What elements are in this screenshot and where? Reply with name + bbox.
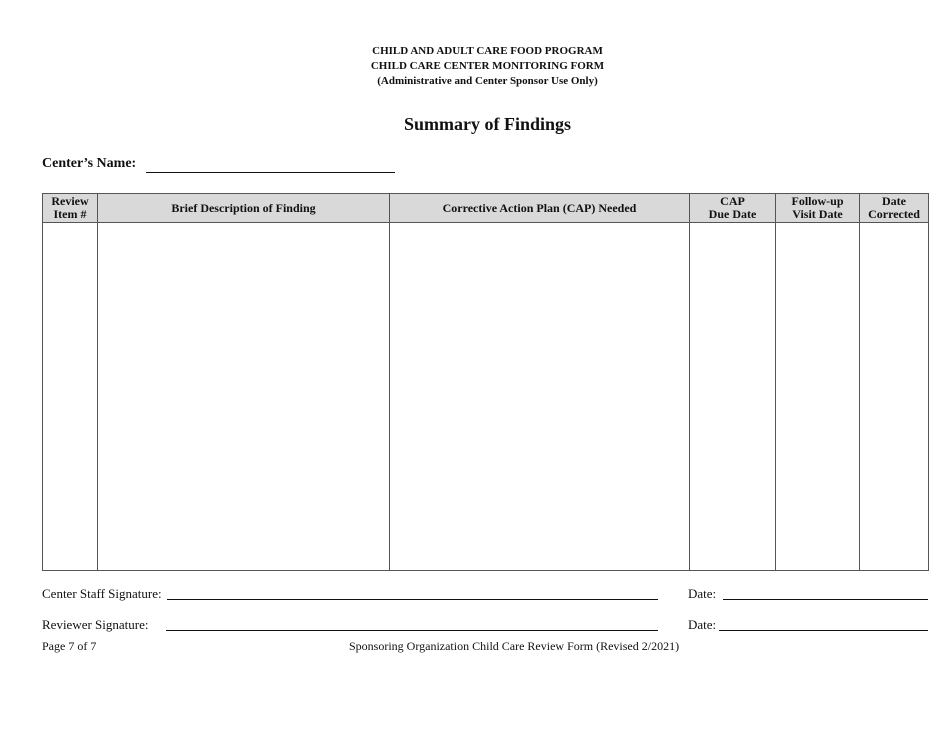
table-header-row (43, 194, 929, 223)
review-item-cell[interactable] (43, 223, 98, 571)
center-name-label: Center’s Name: (42, 156, 137, 171)
reviewer-signature-field[interactable] (166, 630, 658, 631)
column-header-cap-needed: Corrective Action Plan (CAP) Needed (390, 194, 690, 223)
reviewer-date-label: Date: (688, 617, 717, 632)
column-header-date-corrected: Date Corrected (860, 194, 929, 223)
reviewer-signature-label: Reviewer Signature: (42, 617, 149, 632)
form-name: CHILD CARE CENTER MONITORING FORM (370, 60, 605, 72)
usage-note: (Administrative and Center Sponsor Use Only) (377, 75, 598, 87)
center-staff-signature-field[interactable] (167, 599, 658, 600)
center-name-field[interactable] (146, 172, 395, 173)
center-staff-signature-label: Center Staff Signature: (42, 586, 162, 601)
date-corrected-cell[interactable] (860, 223, 929, 571)
column-header-review-item: Review Item # (43, 194, 98, 223)
footer-form-title: Sponsoring Organization Child Care Review Form (Revised 2/2021) (349, 639, 680, 653)
follow-up-date-cell[interactable] (776, 223, 860, 571)
reviewer-date-field[interactable] (719, 630, 928, 631)
column-header-cap-due-date: CAP Due Date (690, 194, 776, 223)
center-staff-date-field[interactable] (723, 599, 928, 600)
description-cell[interactable] (98, 223, 390, 571)
table-row (43, 223, 929, 571)
column-header-description: Brief Description of Finding (98, 194, 390, 223)
program-name: CHILD AND ADULT CARE FOOD PROGRAM (372, 45, 603, 57)
findings-table (42, 193, 929, 571)
form-header (0, 44, 950, 89)
cap-due-date-cell[interactable] (690, 223, 776, 571)
column-header-follow-up-date: Follow-up Visit Date (776, 194, 860, 223)
cap-needed-cell[interactable] (390, 223, 690, 571)
page-number: Page 7 of 7 (42, 639, 97, 653)
center-staff-date-label: Date: (688, 586, 717, 601)
page-title: Summary of Findings (403, 114, 572, 134)
